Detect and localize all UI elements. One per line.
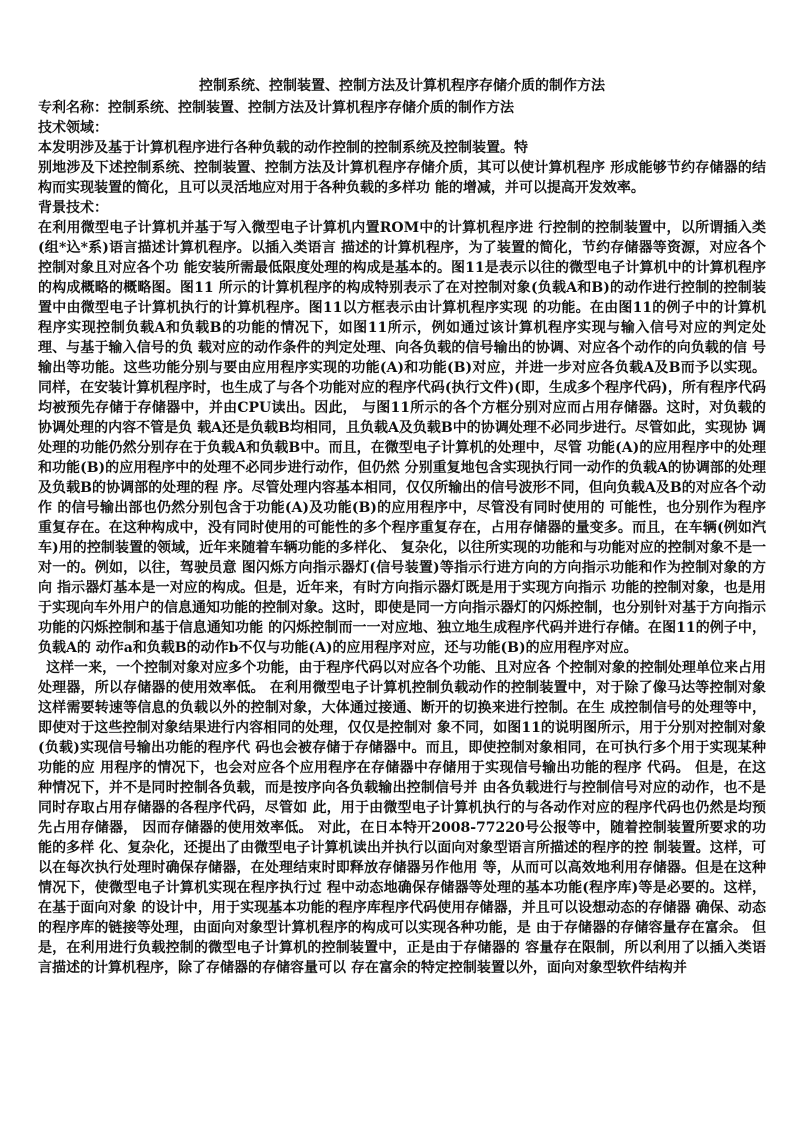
background-paragraph-1: 在利用微型电子计算机并基于写入微型电子计算机内置ROM中的计算机程序进 行控制的控制装置中，以所谓插入类(组*込*系)语言描述计算机程序。以插入类语言 描述的计算机程序，为了装置的简化，节约存储器等资源，对应各个控制对象且对应各个功 能安装所需最低限度处理的构成是基本的。图11是表示以往的微型电子计算机中的计算机程序的构成概略的概略图。图11 所示的计算机程序的构成特别表示了在对控制对象(负载A和B)的动作进行控制的控制装置中由微型电子计算机执行的计算机程序。图11以方框表示由计算机程序实现 的功能。在由图11的例子中的计算机程序实现控制负载A和负载B的功能的情况下，如图11所示，例如通过该计算机程序实现与输入信号对应的判定处理、与基于输入信号的负 载对应的动作条件的判定处理、向各负载的信号输出的协调、对应各个动作的向负载的信 号输出等功能。这些功能分别与要由应用程序实现的功能(A)和功能(B)对应，并进一步对应各负载A及B而予以实现。同样，在安装计算机程序时，也生成了与各个功能对应的程序代码(执行文件)(即，生成多个程序代码)，所有程序代码均被预先存储于存储器中，并由CPU读出。因此， 与图11所示的各个方框分别对应而占用存储器。这时，对负载的协调处理的内容不管是负 载A还是负载B均相同，且负载A及负载B中的协调处理不必同步进行。尽管如此，实现协 调处理的功能仍然分别存在于负载A和负载B中。而且，在微型电子计算机的处理中，尽管 功能(A)的应用程序中的处理和功能(B)的应用程序中的处理不必同步进行动作，但仍然 分别重复地包含实现执行同一动作的负载A的协调部的处理及负载B的协调部的处理的程 序。尽管处理内容基本相同，仅仅所输出的信号波形不同，但向负载A及B的对应各个动作 的信号输出部也仍然分别包含于功能(A)及功能(B)的应用程序中，尽管没有同时使用的 可能性，也分别作为程序重复存在。在这种构成中，没有同时使用的可能性的多个程序重复存在，占用存储器的量变多。而且，在车辆(例如汽车)用的控制装置的领域，近年来随着车辆功能的多样化、 复杂化，以往所实现的功能和与功能对应的控制对象不是一对一的。例如，以往，驾驶员意 图闪烁方向指示器灯(信号装置)等指示行进方向的方向指示功能和作为控制对象的方向 指示器灯基本是一对应的构成。但是，近年来，有时方向指示器灯既是用于实现方向指示 功能的控制对象，也是用于实现向车外用户的信息通知功能的控制对象。这时，即使是同一方向指示器灯的闪烁控制，也分别针对基于方向指示功能的闪烁控制和基于信息通知功能 的闪烁控制而一一对应地、独立地生成程序代码并进行存储。在图11的例子中，负载A的 动作a和负载B的动作b不仅与功能(A)的应用程序对应，还与功能(B)的应用程序对应。 [38, 220, 766, 656]
document-page [38, 76, 766, 978]
tech-field-line: 本发明涉及基于计算机程序进行各种负载的动作控制的控制系统及控制装置。特 [38, 140, 528, 156]
background-paragraph-2: 这样一来，一个控制对象对应多个功能，由于程序代码以对应各个功能、且对应各 个控制对象的控制处理单位来占用处理器，所以存储器的使用效率低。 在利用微型电子计算机控制负载动作的控制装置中，对于除了像马达等控制对象 这样需要转速等信息的负载以外的控制对象，大体通过接通、断开的切换来进行控制。在生 成控制信号的处理等中，即使对于这些控制对象结果进行内容相同的处理，仅仅是控制对 象不同，如图11的说明图所示，用于分别对控制对象(负载)实现信号输出功能的程序代 码也会被存储于存储器中。而且，即使控制对象相同，在可执行多个用于实现某种功能的应 用程序的情况下，也会对应各个应用程序在存储器中存储用于实现信号输出功能的程序 代码。 但是，在这种情况下，并不是同时控制各负载，而是按序向各负载输出控制信号并 由各负载进行与控制信号对应的动作，也不是同时存取占用存储器的各程序代码，尽管如 此，用于由微型电子计算机执行的与各动作对应的程序代码也仍然是均预先占用存储器， 因而存储器的使用效率低。 对此，在日本特开2008-77220号公报等中，随着控制装置所要求的功能的多样 化、复杂化，还提出了由微型电子计算机读出并执行以面向对象型语言所描述的程序的控 制装置。这样，可以在每次执行处理时确保存储器，在处理结束时即释放存储器另作他用 等，从而可以高效地利用存储器。但是在这种情况下，使微型电子计算机实现在程序执行过 程中动态地确保存储器等处理的基本功能(程序库)等是必要的。这样，在基于面向对象 的设计中，用于实现基本功能的程序库程序代码使用存储器，并且可以设想动态的存储器 确保、动态的程序库的链接等处理，由面向对象型计算机程序的构成可以实现各种功能，是 由于存储器的存储容量存在富余。 但是，在利用进行负载控制的微型电子计算机的控制装置中，正是由于存储器的 容量存在限制，所以利用了以插入类语言描述的计算机程序，除了存储器的存储容量可以 存在富余的特定控制装置以外，面向对象型软件结构并 [38, 660, 766, 976]
tech-field-heading: 技术领域： [38, 120, 108, 136]
document-title: 控制系统、控制装置、控制方法及计算机程序存储介质的制作方法 [199, 78, 605, 94]
background-heading: 背景技术： [38, 200, 108, 216]
tech-field-paragraph: 别地涉及下述控制系统、控制装置、控制方法及计算机程序存储介质，其可以使计算机程序 形成能够节约存储器的结构而实现装置的简化，且可以灵活地应对用于各种负载的多样功 能的增减，并可以提高开发效率。 [38, 160, 766, 196]
patent-name: 专利名称：控制系统、控制装置、控制方法及计算机程序存储介质的制作方法 [38, 100, 514, 116]
